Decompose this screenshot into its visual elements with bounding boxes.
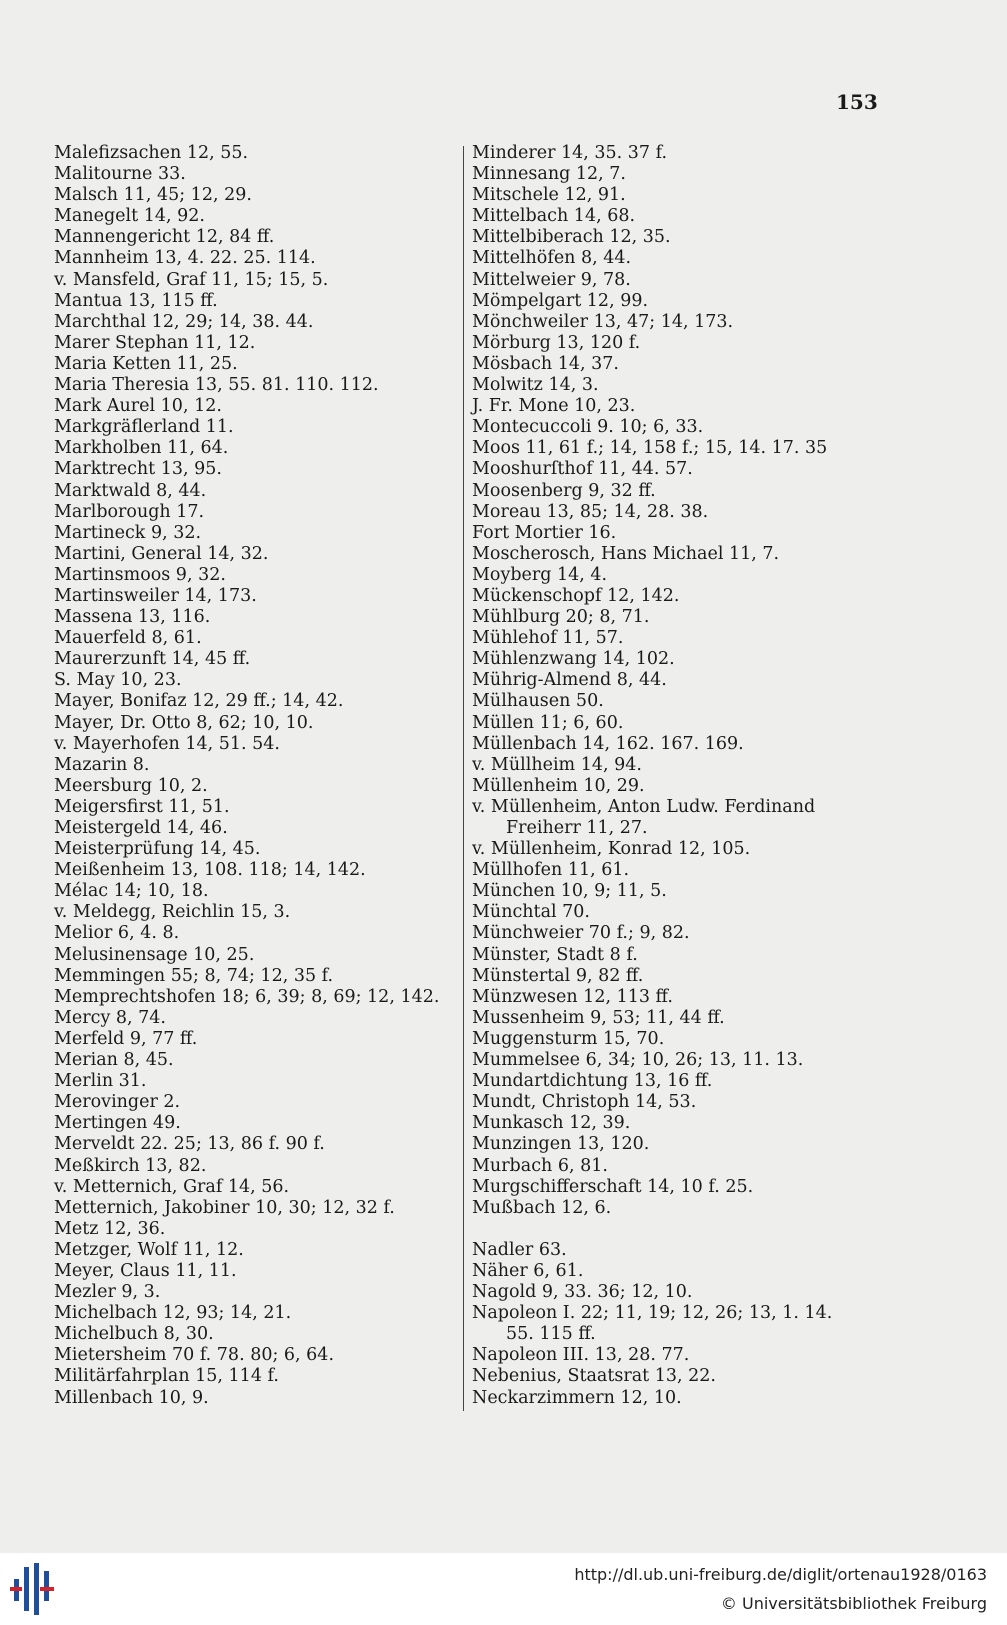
- index-entry: Mühlburg 20; 8, 71.: [472, 607, 650, 628]
- index-entry: Minnesang 12, 7.: [472, 164, 626, 185]
- library-logo-icon: [10, 1561, 66, 1617]
- index-entry: Moosenberg 9, 32 ff.: [472, 480, 656, 501]
- index-entry: Merfeld 9, 77 ff.: [54, 1028, 198, 1049]
- index-entry: Marktrecht 13, 95.: [54, 459, 222, 480]
- index-entry: Molwitz 14, 3.: [472, 375, 599, 396]
- index-entry: Meyer, Claus 11, 11.: [54, 1260, 237, 1281]
- index-entry: Mitschele 12, 91.: [472, 185, 626, 206]
- index-entry: Müllen 11; 6, 60.: [472, 712, 624, 733]
- index-entry: Moyberg 14, 4.: [472, 564, 608, 585]
- index-entry: Maurerzunft 14, 45 ff.: [54, 649, 251, 670]
- index-entry: Martinsmoos 9, 32.: [54, 564, 226, 585]
- index-entry: Munkasch 12, 39.: [472, 1113, 631, 1134]
- index-entry: Murbach 6, 81.: [472, 1155, 608, 1176]
- index-entry: Michelbuch 8, 30.: [54, 1324, 214, 1345]
- index-entry: Napoleon III. 13, 28. 77.: [472, 1345, 690, 1366]
- index-entry: Mark Aurel 10, 12.: [54, 396, 222, 417]
- index-entry: J. Fr. Mone 10, 23.: [472, 396, 636, 417]
- column-divider: [463, 146, 464, 1411]
- index-entry: Moos 11, 61 f.; 14, 158 f.; 15, 14. 17. 35: [472, 438, 828, 459]
- index-entry: Meistergeld 14, 46.: [54, 818, 228, 838]
- index-entry: Mittelhöfen 8, 44.: [472, 248, 632, 269]
- index-entry: Freiherr 11, 27.: [506, 818, 648, 838]
- footer: [0, 1553, 1007, 1625]
- index-entry: v. Müllenheim, Anton Ludw. Ferdinand: [472, 796, 816, 817]
- index-entry: Markgräflerland 11.: [54, 417, 234, 438]
- index-entry: Mühlenzwang 14, 102.: [472, 649, 675, 670]
- index-entry: Minderer 14, 35. 37 f.: [472, 143, 668, 163]
- index-entry: Mörburg 13, 120 f.: [472, 332, 641, 353]
- index-entry: Merlin 31.: [54, 1071, 147, 1092]
- index-entry: Michelbach 12, 93; 14, 21.: [54, 1303, 292, 1324]
- index-entry: Mazarin 8.: [54, 754, 150, 775]
- index-entry: Mertingen 49.: [54, 1113, 181, 1134]
- index-entry: Moreau 13, 85; 14, 28. 38.: [472, 501, 709, 522]
- index-entry: Müllenbach 14, 162. 167. 169.: [472, 733, 744, 754]
- index-entry: v. Mansfeld, Graf 11, 15; 15, 5.: [54, 269, 329, 290]
- index-entry: Meersburg 10, 2.: [54, 775, 208, 796]
- index-entry: Mooshurſthof 11, 44. 57.: [472, 459, 693, 480]
- index-entry: Mundartdichtung 13, 16 ff.: [472, 1071, 713, 1092]
- index-entry: Nadler 63.: [472, 1239, 567, 1260]
- index-entry: Memprechtshofen 18; 6, 39; 8, 69; 12, 142.: [54, 986, 440, 1007]
- index-entry: Müllenheim 10, 29.: [472, 775, 645, 796]
- index-entry: Marktwald 8, 44.: [54, 480, 207, 501]
- index-entry: Neckarzimmern 12, 10.: [472, 1387, 682, 1408]
- index-entry: Fort Mortier 16.: [472, 522, 617, 543]
- index-entry: Meigersfirst 11, 51.: [54, 796, 230, 817]
- index-entry: Martinsweiler 14, 173.: [54, 585, 257, 606]
- index-entry: Marer Stephan 11, 12.: [54, 332, 256, 353]
- index-entry: Mietersheim 70 f. 78. 80; 6, 64.: [54, 1345, 335, 1366]
- index-entry: Maria Theresia 13, 55. 81. 110. 112.: [54, 375, 379, 396]
- index-entry: Marchthal 12, 29; 14, 38. 44.: [54, 311, 314, 332]
- index-entry: Mußbach 12, 6.: [472, 1197, 612, 1218]
- index-entry: Merovinger 2.: [54, 1092, 181, 1113]
- index-entry: Mittelbach 14, 68.: [472, 206, 636, 227]
- index-entry: Manegelt 14, 92.: [54, 206, 205, 227]
- index-entry: Mauerfeld 8, 61.: [54, 628, 202, 649]
- index-entry: 55. 115 ff.: [506, 1324, 596, 1345]
- index-entry: Metternich, Jakobiner 10, 30; 12, 32 f.: [54, 1197, 395, 1218]
- footer-copyright: © Universitätsbibliothek Freiburg: [720, 1594, 987, 1613]
- index-entry: Metzger, Wolf 11, 12.: [54, 1239, 244, 1260]
- index-entry: Mercy 8, 74.: [54, 1007, 166, 1028]
- index-entry: Münzwesen 12, 113 ff.: [472, 986, 673, 1007]
- index-entry: Münchweier 70 f.; 9, 82.: [472, 923, 690, 944]
- index-entry: v. Meldegg, Reichlin 15, 3.: [54, 902, 291, 923]
- index-entry: Moscherosch, Hans Michael 11, 7.: [472, 543, 780, 564]
- index-entry: Mömpelgart 12, 99.: [472, 290, 649, 311]
- index-entry: Mayer, Dr. Otto 8, 62; 10, 10.: [54, 712, 314, 733]
- index-entry: Meßkirch 13, 82.: [54, 1155, 207, 1176]
- index-entry: Martineck 9, 32.: [54, 522, 202, 543]
- index-entry: Näher 6, 61.: [472, 1260, 584, 1281]
- index-entry: Müllhofen 11, 61.: [472, 860, 630, 881]
- page-number: 153: [836, 90, 878, 114]
- index-entry: Melusinensage 10, 25.: [54, 944, 255, 965]
- index-entry: Mezler 9, 3.: [54, 1282, 161, 1303]
- index-entry: Murgschifferschaft 14, 10 f. 25.: [472, 1176, 754, 1197]
- index-entry: Massena 13, 116.: [54, 607, 211, 628]
- index-entry: Mülhausen 50.: [472, 691, 604, 712]
- index-entry: Martini, General 14, 32.: [54, 543, 269, 564]
- index-entry: v. Müllenheim, Konrad 12, 105.: [472, 839, 751, 860]
- index-entry: Malefizsachen 12, 55.: [54, 143, 249, 163]
- index-entry: Mönchweiler 13, 47; 14, 173.: [472, 311, 734, 332]
- index-entry: Mantua 13, 115 ff.: [54, 290, 218, 311]
- index-entry: Muggensturm 15, 70.: [472, 1028, 665, 1049]
- index-entry: Maria Ketten 11, 25.: [54, 353, 238, 374]
- index-entry: Nagold 9, 33. 36; 12, 10.: [472, 1282, 693, 1303]
- index-entry: Mühlehof 11, 57.: [472, 628, 624, 649]
- index-entry: Mittelweier 9, 78.: [472, 269, 631, 290]
- index-entry: Merian 8, 45.: [54, 1050, 174, 1071]
- index-entry: Marlborough 17.: [54, 501, 205, 522]
- index-entry: Millenbach 10, 9.: [54, 1387, 209, 1408]
- index-entry: Malsch 11, 45; 12, 29.: [54, 185, 252, 206]
- index-column-right: [472, 143, 892, 1409]
- index-entry: Melior 6, 4. 8.: [54, 923, 180, 944]
- index-column-left: [54, 143, 459, 1409]
- index-entry: Malitourne 33.: [54, 164, 186, 185]
- index-entry: Mayer, Bonifaz 12, 29 ff.; 14, 42.: [54, 691, 344, 712]
- index-entry: Meisterprüfung 14, 45.: [54, 839, 261, 860]
- index-entry: Nebenius, Staatsrat 13, 22.: [472, 1366, 716, 1387]
- index-entry: Militärfahrplan 15, 114 f.: [54, 1366, 279, 1387]
- index-entry: Münster, Stadt 8 f.: [472, 944, 638, 965]
- index-entry: Mösbach 14, 37.: [472, 353, 619, 374]
- index-entry: Münstertal 9, 82 ff.: [472, 965, 644, 986]
- index-entry: Mittelbiberach 12, 35.: [472, 227, 671, 248]
- index-entry: Münchtal 70.: [472, 902, 590, 923]
- index-entry: v. Mayerhofen 14, 51. 54.: [54, 733, 280, 754]
- index-entry: S. May 10, 23.: [54, 670, 182, 691]
- index-entry: Mummelsee 6, 34; 10, 26; 13, 11. 13.: [472, 1050, 804, 1071]
- footer-url-link[interactable]: http://dl.ub.uni-freiburg.de/diglit/ortenau1928/0163: [574, 1565, 987, 1584]
- index-entry: Mückenschopf 12, 142.: [472, 585, 680, 606]
- index-entry: München 10, 9; 11, 5.: [472, 881, 667, 902]
- index-entry: Napoleon I. 22; 11, 19; 12, 26; 13, 1. 14.: [472, 1303, 833, 1324]
- index-entry: Metz 12, 36.: [54, 1218, 166, 1239]
- index-entry: Markholben 11, 64.: [54, 438, 229, 459]
- index-entry: Meißenheim 13, 108. 118; 14, 142.: [54, 860, 366, 881]
- index-entry: Mührig-Almend 8, 44.: [472, 670, 667, 691]
- index-entry: Mussenheim 9, 53; 11, 44 ff.: [472, 1007, 725, 1028]
- index-entry: Munzingen 13, 120.: [472, 1134, 650, 1155]
- index-entry: Mundt, Christoph 14, 53.: [472, 1092, 697, 1113]
- index-entry: Merveldt 22. 25; 13, 86 f. 90 f.: [54, 1134, 325, 1155]
- section-spacer: [472, 1219, 892, 1240]
- index-entry: v. Metternich, Graf 14, 56.: [54, 1176, 290, 1197]
- index-entry: Mélac 14; 10, 18.: [54, 881, 209, 902]
- index-entry: v. Müllheim 14, 94.: [472, 754, 642, 775]
- index-entry: Memmingen 55; 8, 74; 12, 35 f.: [54, 965, 334, 986]
- index-entry: Montecuccoli 9. 10; 6, 33.: [472, 417, 704, 438]
- index-entry: Mannengericht 12, 84 ff.: [54, 227, 275, 248]
- index-entry: Mannheim 13, 4. 22. 25. 114.: [54, 248, 316, 269]
